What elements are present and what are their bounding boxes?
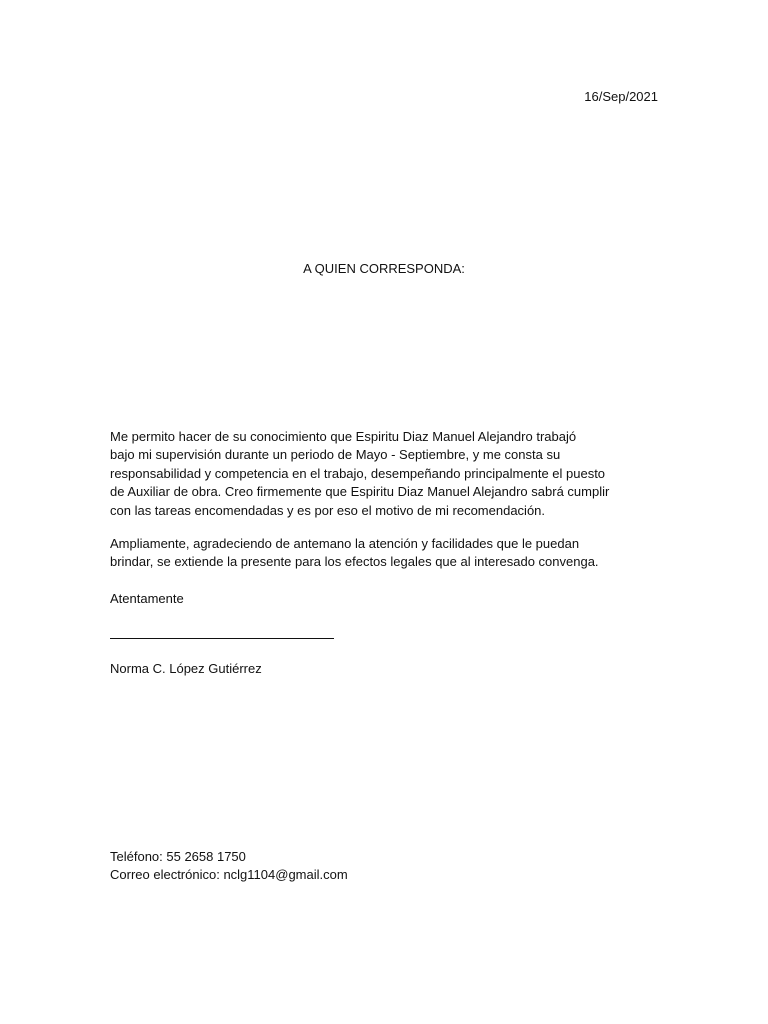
paragraph-line: brindar, se extiende la presente para los efectos legales que al interesado convenga. xyxy=(110,554,599,570)
paragraph-line: con las tareas encomendadas y es por eso el motivo de mi recomendación. xyxy=(110,502,546,518)
contact-email: Correo electrónico: nclg1104@gmail.com xyxy=(110,867,348,882)
body-paragraph-2 xyxy=(110,535,670,572)
letter-date: 16/Sep/2021 xyxy=(584,89,658,104)
paragraph-line: Me permito hacer de su conocimiento que Espiritu Diaz Manuel Alejandro trabajó xyxy=(110,429,577,444)
body-paragraph-1 xyxy=(110,428,670,520)
salutation: A QUIEN CORRESPONDA: xyxy=(303,261,465,276)
paragraph-line: responsabilidad y competencia en el trabajo, desempeñando principalmente el puesto xyxy=(110,465,606,481)
signer-name: Norma C. López Gutiérrez xyxy=(110,661,262,676)
contact-phone: Teléfono: 55 2658 1750 xyxy=(110,849,246,864)
signature-line xyxy=(110,638,334,639)
paragraph-line: de Auxiliar de obra. Creo firmemente que Espiritu Diaz Manuel Alejandro sabrá cumplir xyxy=(110,484,610,500)
contact-info xyxy=(110,848,348,884)
paragraph-line: bajo mi supervisión durante un periodo de Mayo - Septiembre, y me consta su xyxy=(110,447,561,463)
paragraph-line: Ampliamente, agradeciendo de antemano la atención y facilidades que le puedan xyxy=(110,536,580,551)
closing-text: Atentamente xyxy=(110,591,184,606)
